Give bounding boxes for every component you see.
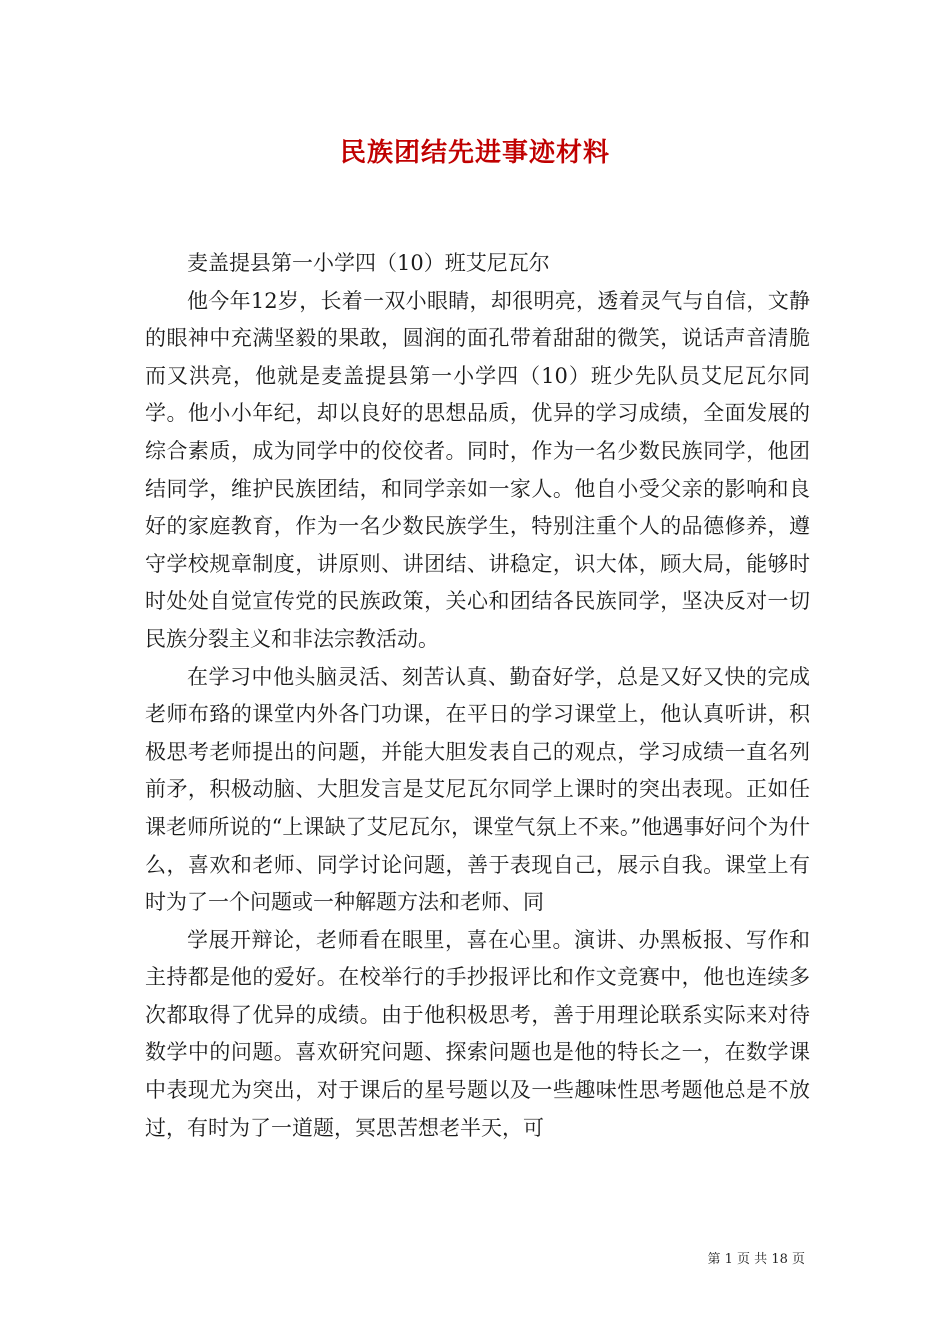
paragraph-intro: 他今年12岁，长着一双小眼睛，却很明亮，透着灵气与自信，文静的眼神中充满坚毅的果敢，圆润的面孔带着甜甜的微笑，说话声音清脆而又洪亮，他就是麦盖提县第一小学四（10）班少先队员艾尼瓦尔同学。他小小年纪，却以良好的思想品质，优异的学习成绩，全面发展的综合素质，成为同学中的佼佼者。同时，作为一名少数民族同学，他团结同学，维护民族团结，和同学亲如一家人。他自小受父亲的影响和良好的家庭教育，作为一名少数民族学生，特别注重个人的品德修养，遵守学校规章制度，讲原则、讲团结、讲稳定，识大体，顾大局，能够时时处处自觉宣传党的民族政策，关心和团结各民族同学，坚决反对一切民族分裂主义和非法宗教活动。	[145, 288, 810, 651]
page-footer: 第 1 页 共 18 页	[707, 1252, 805, 1267]
document-title: 民族团结先进事迹材料	[339, 138, 610, 168]
paragraph-continued: 学展开辩论，老师看在眼里，喜在心里。演讲、办黑板报、写作和主持都是他的爱好。在校举行的手抄报评比和作文竞赛中，他也连续多次都取得了优异的成绩。由于他积极思考，善于用理论联系实际来对待数学中的问题。喜欢研究问题、探索问题也是他的特长之一，在数学课中表现尤为突出，对于课后的星号题以及一些趣味性思考题他总是不放过，有时为了一道题，冥思苦想老半天，可	[145, 927, 810, 1140]
paragraph-author: 麦盖提县第一小学四（10）班艾尼瓦尔	[187, 251, 550, 275]
document-body	[145, 245, 810, 1147]
paragraph-study: 在学习中他头脑灵活、刻苦认真、勤奋好学，总是又好又快的完成老师布臵的课堂内外各门功课，在平日的学习课堂上，他认真听讲，积极思考老师提出的问题，并能大胆发表自己的观点，学习成绩一直名列前矛，积极动脑、大胆发言是艾尼瓦尔同学上课时的突出表现。正如任课老师所说的“上课缺了艾尼瓦尔，课堂气氛上不来。”他遇事好问个为什么，喜欢和老师、同学讨论问题，善于表现自己，展示自我。课堂上有时为了一个问题或一种解题方法和老师、同	[145, 664, 810, 915]
